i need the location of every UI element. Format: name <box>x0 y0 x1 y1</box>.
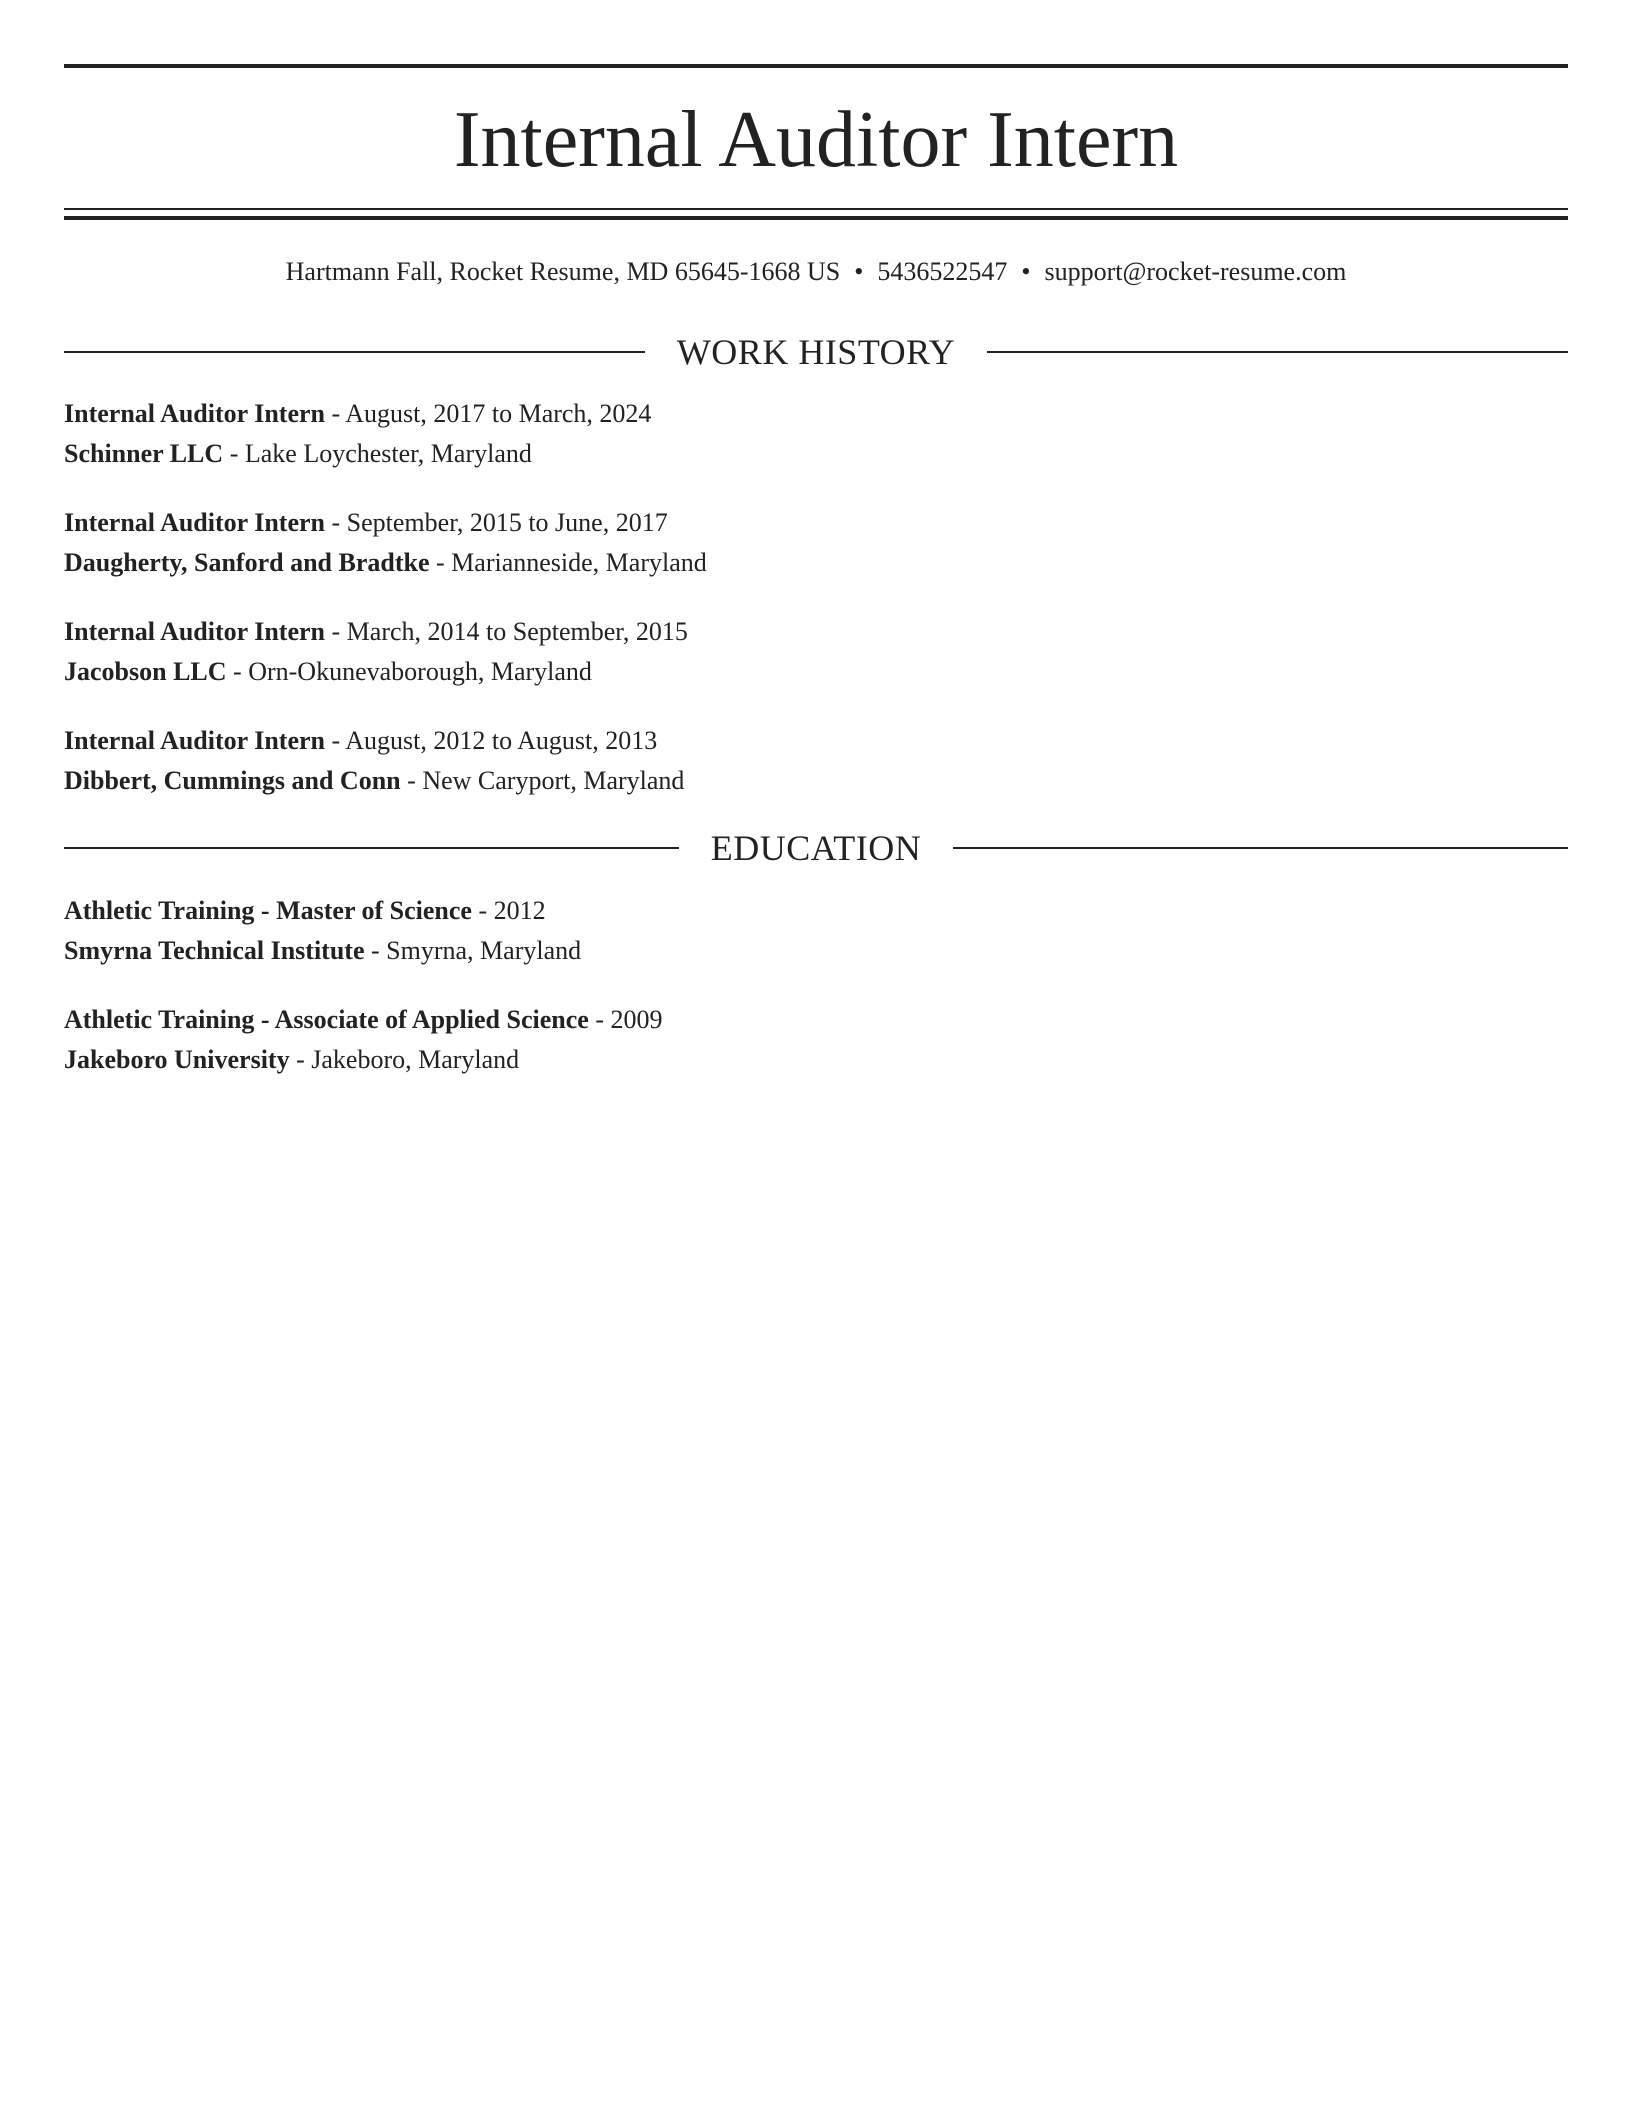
company-location: Lake Loychester, Maryland <box>244 439 532 468</box>
education-header <box>64 826 1568 870</box>
section-rule-right <box>987 351 1568 353</box>
graduation-year: 2009 <box>610 1005 663 1034</box>
education-school-row: Smyrna Technical Institute - Smyrna, Maryland <box>64 936 582 965</box>
education-degree-row: Athletic Training - Associate of Applied Science - 2009 <box>64 1005 663 1034</box>
contact-separator: • <box>1021 257 1031 286</box>
school-location: Jakeboro, Maryland <box>311 1045 520 1074</box>
education-entry <box>64 1000 1568 1080</box>
company-name: Schinner LLC <box>64 439 224 468</box>
education-entry <box>64 891 1568 971</box>
contact-address: Hartmann Fall, Rocket Resume, MD 65645-1668 US <box>285 257 841 286</box>
company-location: Orn-Okunevaborough, Maryland <box>248 657 592 686</box>
work-entry-title-row: Internal Auditor Intern - August, 2012 to August, 2013 <box>64 726 658 755</box>
work-entry-title-row: Internal Auditor Intern - March, 2014 to September, 2015 <box>64 617 688 646</box>
job-dates: September, 2015 to June, 2017 <box>346 508 668 537</box>
work-entry <box>64 394 1568 474</box>
education-heading: EDUCATION <box>710 828 922 868</box>
work-entry-company-row: Dibbert, Cummings and Conn - New Caryport, Maryland <box>64 766 685 795</box>
contact-phone: 5436522547 <box>877 257 1008 286</box>
work-entry <box>64 503 1568 583</box>
job-role: Internal Auditor Intern <box>64 508 325 537</box>
job-role: Internal Auditor Intern <box>64 399 325 428</box>
education-degree-row: Athletic Training - Master of Science - 2012 <box>64 896 546 925</box>
job-dates: August, 2012 to August, 2013 <box>345 726 658 755</box>
work-entry-company-row: Daugherty, Sanford and Bradtke - Marianneside, Maryland <box>64 548 707 577</box>
graduation-year: 2012 <box>493 896 546 925</box>
company-name: Daugherty, Sanford and Bradtke <box>64 548 430 577</box>
work-entry-company-row: Jacobson LLC - Orn-Okunevaborough, Maryland <box>64 657 592 686</box>
degree-name: Athletic Training - Associate of Applied Science <box>64 1005 589 1034</box>
contact-separator: • <box>854 257 864 286</box>
education-school-row: Jakeboro University - Jakeboro, Maryland <box>64 1045 520 1074</box>
job-dates: August, 2017 to March, 2024 <box>345 399 652 428</box>
contact-line <box>64 254 1568 290</box>
work-entry <box>64 612 1568 692</box>
title-double-rule <box>64 208 1568 220</box>
work-entry <box>64 721 1568 801</box>
company-location: New Caryport, Maryland <box>422 766 685 795</box>
job-dates: March, 2014 to September, 2015 <box>346 617 688 646</box>
company-location: Marianneside, Maryland <box>451 548 707 577</box>
contact-email: support@rocket-resume.com <box>1044 257 1347 286</box>
school-location: Smyrna, Maryland <box>386 936 582 965</box>
work-entry-company-row: Schinner LLC - Lake Loychester, Maryland <box>64 439 532 468</box>
degree-name: Athletic Training - Master of Science <box>64 896 472 925</box>
section-rule-right <box>953 847 1568 849</box>
resume-title: Internal Auditor Intern <box>453 96 1179 184</box>
company-name: Dibbert, Cummings and Conn <box>64 766 401 795</box>
school-name: Smyrna Technical Institute <box>64 936 365 965</box>
top-rule <box>64 64 1568 68</box>
work-entry-title-row: Internal Auditor Intern - September, 2015 to June, 2017 <box>64 508 668 537</box>
work-history-header <box>64 330 1568 374</box>
school-name: Jakeboro University <box>64 1045 290 1074</box>
work-history-heading: WORK HISTORY <box>676 332 956 372</box>
section-rule-left <box>64 847 679 849</box>
work-entry-title-row: Internal Auditor Intern - August, 2017 to March, 2024 <box>64 399 652 428</box>
job-role: Internal Auditor Intern <box>64 726 325 755</box>
company-name: Jacobson LLC <box>64 657 227 686</box>
section-rule-left <box>64 351 645 353</box>
job-role: Internal Auditor Intern <box>64 617 325 646</box>
